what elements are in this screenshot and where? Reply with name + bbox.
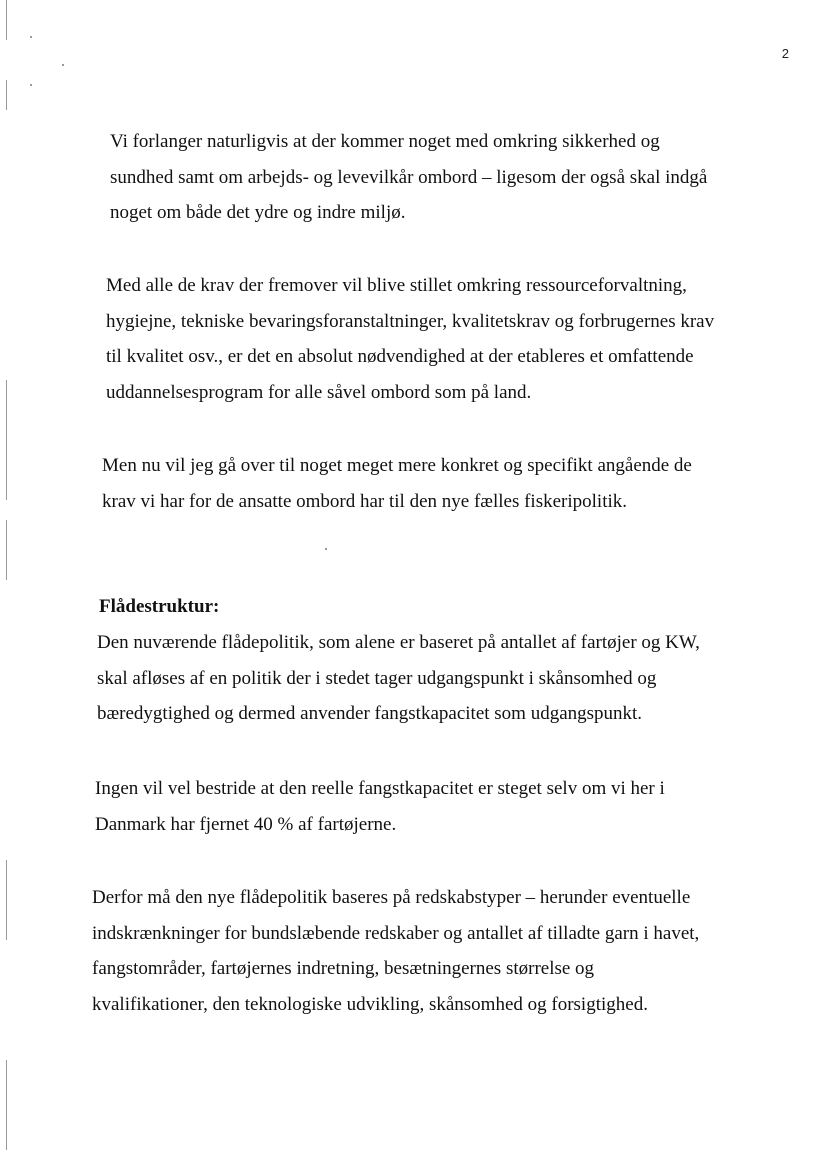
- scan-edge-mark: [6, 80, 7, 110]
- paragraph: [92, 880, 699, 1022]
- text-line: til kvalitet osv., er det en absolut nødvendighed at der etableres et omfattende: [106, 346, 694, 367]
- section-heading: Flådestruktur:: [99, 596, 220, 617]
- text-line: skal afløses af en politik der i stedet tager udgangspunkt i skånsomhed og: [97, 667, 657, 689]
- text-line: Vi forlanger naturligvis at der kommer noget med omkring sikkerhed og: [110, 131, 660, 152]
- scan-speck: [30, 36, 32, 38]
- text-line: Med alle de krav der fremover vil blive stillet omkring ressourceforvaltning,: [106, 275, 687, 296]
- scan-speck: [62, 64, 64, 66]
- scan-edge-mark: [6, 520, 7, 580]
- paragraph: [110, 124, 707, 231]
- text-line: Den nuværende flådepolitik, som alene er baseret på antallet af fartøjer og KW,: [97, 632, 700, 653]
- paragraph: [102, 448, 692, 519]
- text-line: Derfor må den nye flådepolitik baseres på redskabstyper – herunder eventuelle: [92, 887, 691, 908]
- text-line: bæredygtighed og dermed anvender fangstkapacitet som udgangspunkt.: [97, 703, 643, 724]
- text-line: Men nu vil jeg gå over til noget meget mere konkret og specifikt angående de: [102, 455, 692, 476]
- scan-edge-mark: [6, 380, 7, 500]
- text-line: uddannelsesprogram for alle såvel ombord som på land.: [106, 381, 532, 403]
- text-line: Ingen vil vel bestride at den reelle fangstkapacitet er steget selv om vi her i: [95, 778, 665, 799]
- paragraph: [97, 625, 700, 732]
- text-line: sundhed samt om arbejds- og levevilkår ombord – ligesom der også skal indgå: [110, 166, 708, 188]
- text-line: fangstområder, fartøjernes indretning, besætningernes størrelse og: [92, 958, 595, 979]
- scan-edge-mark: [6, 1060, 7, 1150]
- page-number: 2: [781, 46, 789, 61]
- scan-edge-mark: [6, 860, 7, 940]
- text-line: krav vi har for de ansatte ombord har til den nye fælles fiskeripolitik.: [102, 490, 627, 512]
- scan-edge-mark: [6, 0, 7, 40]
- text-line: hygiejne, tekniske bevaringsforanstaltninger, kvalitetskrav og forbrugernes krav: [106, 310, 715, 332]
- scan-speck: [30, 84, 32, 86]
- text-line: Danmark har fjernet 40 % af fartøjerne.: [95, 813, 397, 835]
- text-line: noget om både det ydre og indre miljø.: [110, 202, 406, 223]
- scan-speck: [325, 548, 327, 550]
- paragraph: [106, 268, 714, 410]
- paragraph: [95, 771, 665, 842]
- text-line: indskrænkninger for bundslæbende redskaber og antallet af tilladte garn i havet,: [92, 922, 700, 944]
- text-line: kvalifikationer, den teknologiske udvikling, skånsomhed og forsigtighed.: [92, 993, 648, 1015]
